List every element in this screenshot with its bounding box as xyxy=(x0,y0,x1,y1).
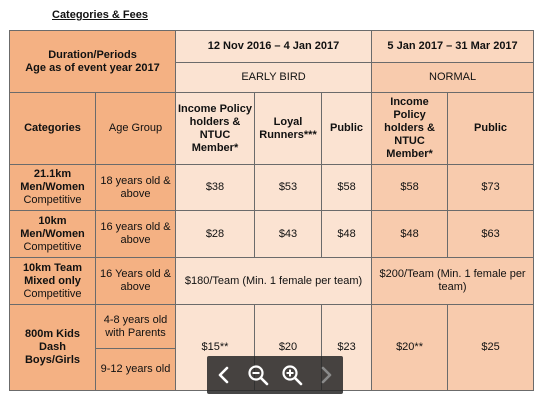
chevron-left-icon xyxy=(217,365,231,385)
zoom-in-button[interactable] xyxy=(277,360,307,390)
fee-cell: $23 xyxy=(322,305,372,391)
normal-dates: 5 Jan 2017 – 31 Mar 2017 xyxy=(372,31,534,63)
age-cell: 16 years old & above xyxy=(96,211,176,258)
table-row xyxy=(10,165,534,211)
table-row xyxy=(10,211,534,258)
age-cell: 9-12 years old xyxy=(96,349,176,391)
fee-cell: $28 xyxy=(176,211,255,258)
age-cell: 18 years old & above xyxy=(96,165,176,211)
team-fee-cell: $180/Team (Min. 1 female per team) xyxy=(176,258,372,305)
normal-label: NORMAL xyxy=(372,63,534,93)
fee-cell: $73 xyxy=(448,165,534,211)
n-income-header: Income Policy holders & NTUC Member* xyxy=(372,93,448,165)
fee-cell: $48 xyxy=(322,211,372,258)
category-cell: 10km Men/Women Competitive xyxy=(10,211,96,258)
fee-cell: $20** xyxy=(372,305,448,391)
viewer-toolbar xyxy=(207,356,343,394)
page-title: Categories & Fees xyxy=(52,9,148,21)
early-bird-dates: 12 Nov 2016 – 4 Jan 2017 xyxy=(176,31,372,63)
fee-cell: $63 xyxy=(448,211,534,258)
fee-cell: $15** xyxy=(176,305,255,391)
fee-cell: $38 xyxy=(176,165,255,211)
fee-cell: $43 xyxy=(255,211,322,258)
fee-cell: $53 xyxy=(255,165,322,211)
fee-cell: $58 xyxy=(372,165,448,211)
fee-cell: $25 xyxy=(448,305,534,391)
n-public-header: Public xyxy=(448,93,534,165)
fee-cell: $48 xyxy=(372,211,448,258)
fees-table xyxy=(9,30,534,391)
fee-cell: $20 xyxy=(255,305,322,391)
eb-income-header: Income Policy holders & NTUC Member* xyxy=(176,93,255,165)
category-cell: 21.1km Men/Women Competitive xyxy=(10,165,96,211)
table-row xyxy=(10,258,534,305)
zoom-out-button[interactable] xyxy=(243,360,273,390)
age-cell: 16 Years old & above xyxy=(96,258,176,305)
chevron-right-icon xyxy=(319,365,333,385)
category-cell: 10km Team Mixed only Competitive xyxy=(10,258,96,305)
duration-header: Duration/Periods Age as of event year 2017 xyxy=(10,31,176,93)
categories-header: Categories xyxy=(10,93,96,165)
category-cell: 800m Kids Dash Boys/Girls xyxy=(10,305,96,391)
eb-public-header: Public xyxy=(322,93,372,165)
eb-loyal-header: Loyal Runners*** xyxy=(255,93,322,165)
early-bird-label: EARLY BIRD xyxy=(176,63,372,93)
fee-cell: $58 xyxy=(322,165,372,211)
age-cell: 4-8 years old with Parents xyxy=(96,305,176,349)
zoom-out-icon xyxy=(247,364,269,386)
team-fee-cell: $200/Team (Min. 1 female per team) xyxy=(372,258,534,305)
next-button[interactable] xyxy=(311,360,341,390)
prev-button[interactable] xyxy=(209,360,239,390)
age-group-header: Age Group xyxy=(96,93,176,165)
table-row xyxy=(10,305,534,349)
zoom-in-icon xyxy=(281,364,303,386)
